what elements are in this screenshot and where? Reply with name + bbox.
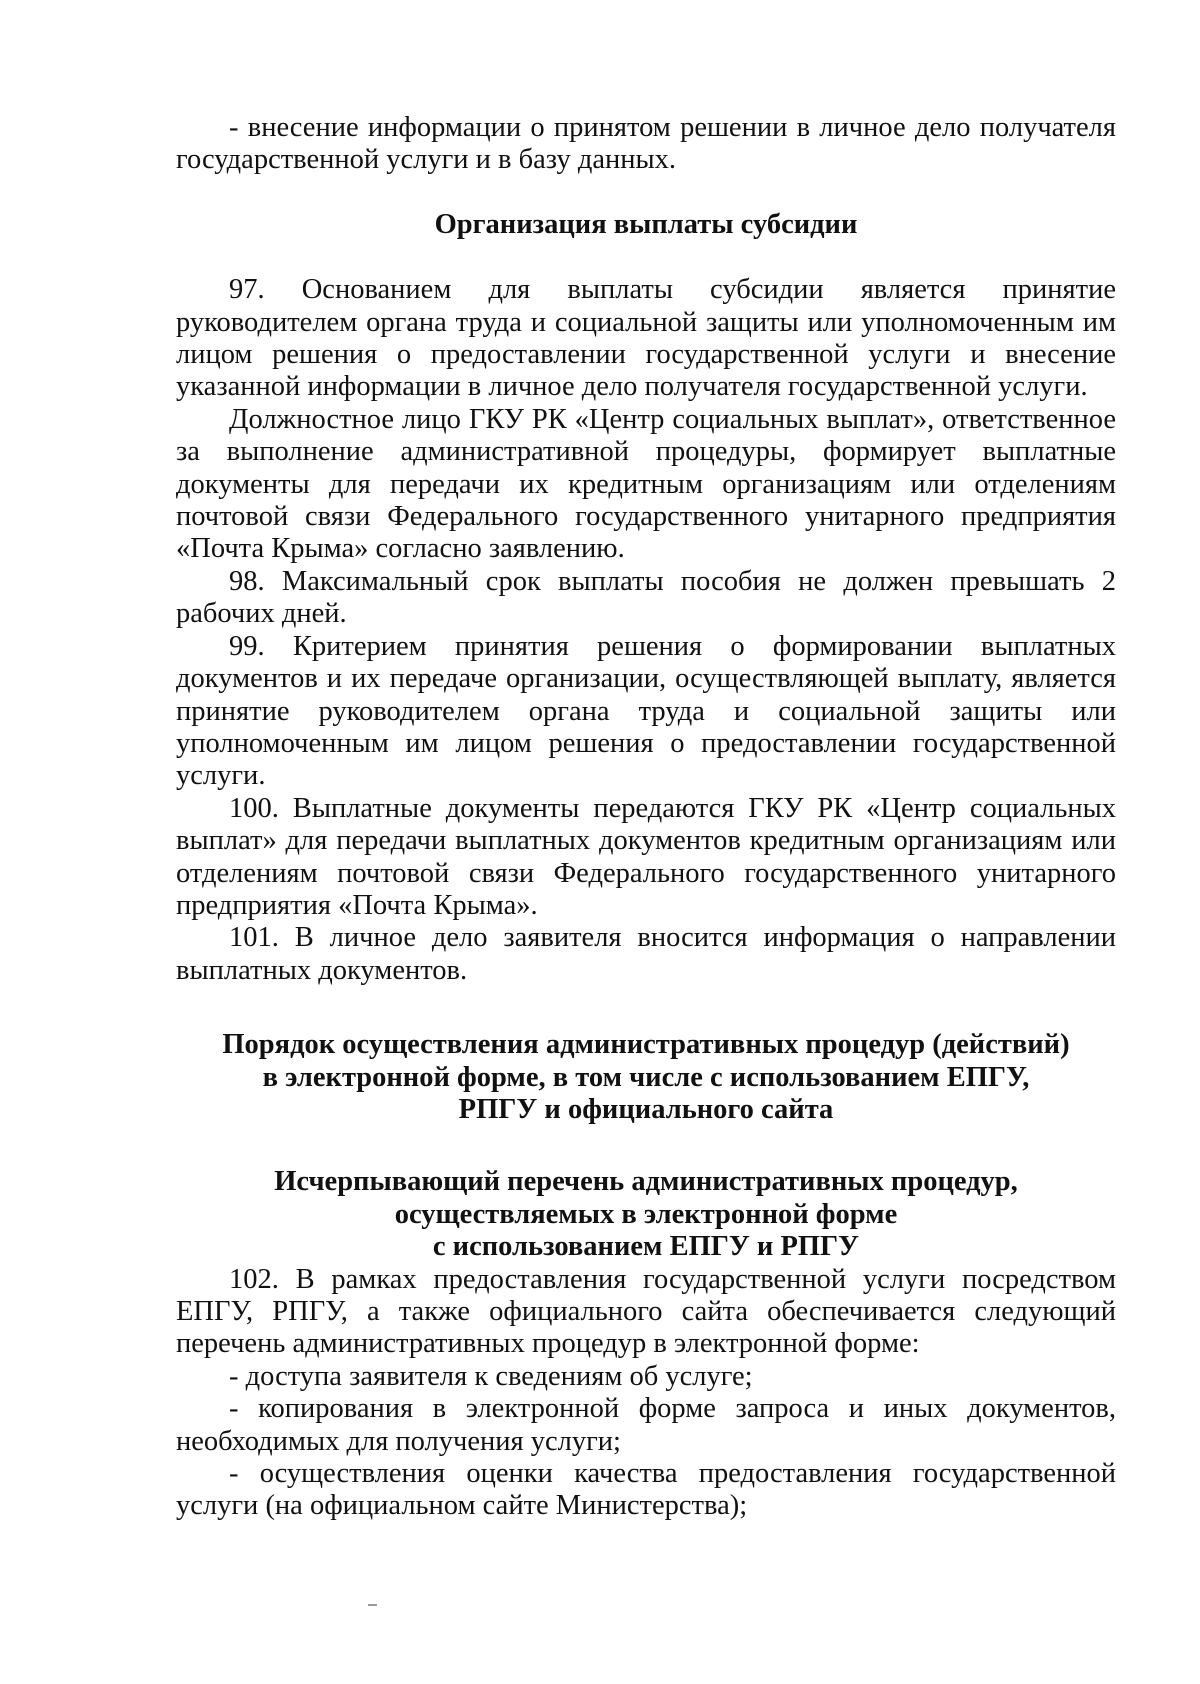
list-item-quality-assessment: - осуществления оценки качества предоставления государственной услуги (на официальном сайте Министерства); <box>176 1458 1116 1522</box>
heading-line: в электронной форме, в том числе с использованием ЕПГУ, <box>262 1061 1030 1093</box>
document-page <box>176 112 1116 1523</box>
paragraph-99: 99. Критерием принятия решения о формировании выплатных документов и их передаче организации, осуществляющей выплату, является принятие руководителем органа труда и социальной защиты или уполномоченным им лицом решения о предоставлении государственной услуги. <box>176 630 1116 792</box>
paragraph-102: 102. В рамках предоставления государственной услуги посредством ЕПГУ, РПГУ, а также официального сайта обеспечивается следующий перечень административных процедур в электронной форме: <box>176 1263 1116 1360</box>
section-heading-electronic-procedures <box>176 1029 1116 1126</box>
section-heading-payment: Организация выплаты субсидии <box>434 208 858 240</box>
list-item-copying: - копирования в электронной форме запроса и иных документов, необходимых для получения услуги; <box>176 1393 1116 1457</box>
paragraph-97: 97. Основанием для выплаты субсидии является принятие руководителем органа труда и социальной защиты или уполномоченным им лицом решения о предоставлении государственной услуги и внесение указанной информации в личное дело получателя государственной услуги. <box>176 274 1116 403</box>
section-heading-procedure-list <box>176 1166 1116 1263</box>
scan-artifact-mark <box>368 1604 377 1606</box>
paragraph-responsible-official: Должностное лицо ГКУ РК «Центр социальных выплат», ответственное за выполнение административной процедуры, формирует выплатные документы для передачи их кредитным организациям или отделениям почтовой связи Федерального государственного унитарного предприятия «Почта Крыма» согласно заявлению. <box>176 403 1116 565</box>
heading-line: РПГУ и официального сайта <box>458 1093 834 1125</box>
paragraph-100: 100. Выплатные документы передаются ГКУ РК «Центр социальных выплат» для передачи выплатных документов кредитным организациям или отделениям почтовой связи Федерального государственного унитарного предприятия «Почта Крыма». <box>176 792 1116 921</box>
intro-list-item: - внесение информации о принятом решении в личное дело получателя государственной услуги и в базу данных. <box>176 112 1116 176</box>
paragraph-98: 98. Максимальный срок выплаты пособия не должен превышать 2 рабочих дней. <box>176 565 1116 630</box>
list-item-access: - доступа заявителя к сведениям об услуге; <box>229 1360 753 1392</box>
heading-line: с использованием ЕПГУ и РПГУ <box>432 1231 860 1263</box>
heading-line: Порядок осуществления административных процедур (действий) <box>222 1029 1070 1061</box>
paragraph-101: 101. В личное дело заявителя вносится информация о направлении выплатных документов. <box>176 922 1116 986</box>
heading-line: Исчерпывающий перечень административных процедур, <box>274 1166 1018 1198</box>
heading-line: осуществляемых в электронной форме <box>394 1198 898 1230</box>
